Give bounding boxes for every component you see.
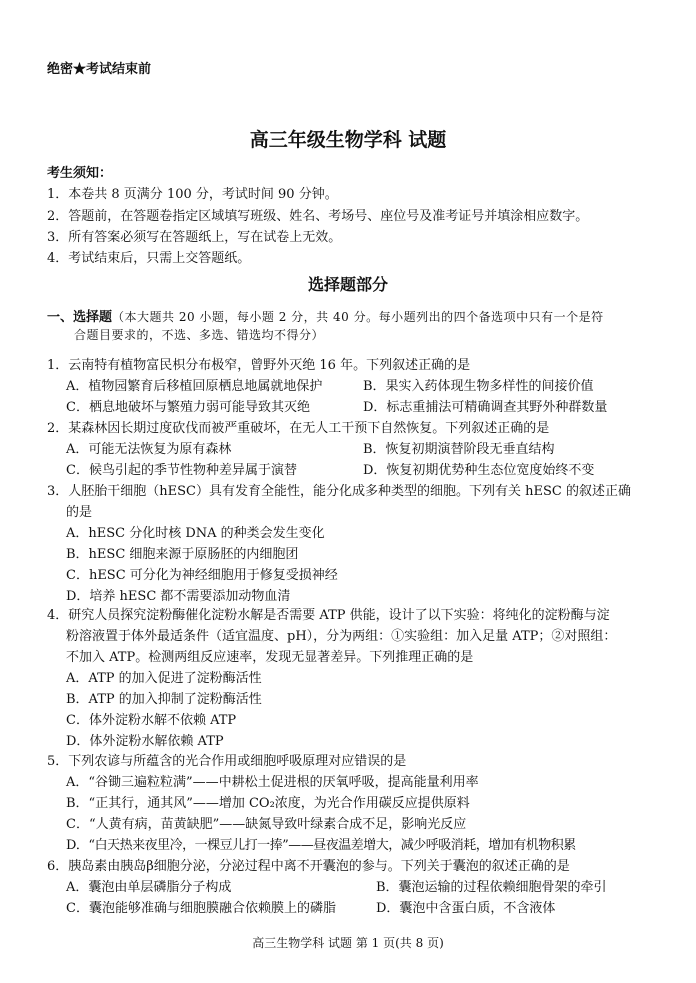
question-stem: 1．云南特有植物富民枳分布极窄，曾野外灭绝 16 年。下列叙述正确的是 [47, 358, 471, 373]
option-a: A．植物园繁育后移植回原栖息地属就地保护 [66, 379, 323, 394]
notice-item: 3．所有答案必须写在答题纸上，写在试卷上无效。 [47, 230, 342, 245]
option-d: D．体外淀粉水解依赖 ATP [66, 734, 224, 749]
option-d: D．囊泡中含蛋白质，不含液体 [376, 901, 556, 916]
option-b: B．ATP 的加入抑制了淀粉酶活性 [66, 692, 262, 707]
question-stem: 5．下列农谚与所蕴含的光合作用或细胞呼吸原理对应错误的是 [47, 754, 407, 769]
option-a: A．ATP 的加入促进了淀粉酶活性 [66, 671, 262, 686]
part-description-cont: 合题目要求的，不选、多选、错选均不得分） [74, 328, 325, 342]
part-description: （本大题共 20 小题，每小题 2 分，共 40 分。每小题列出的四个备选项中只有一个是符 [112, 310, 604, 324]
option-c: C．“人黄有病，苗黄缺肥”——缺氮导致叶绿素合成不足，影响光反应 [66, 817, 467, 832]
part-label: 一、选择题 [47, 310, 113, 325]
option-d: D．标志重捕法可精确调查其野外种群数量 [363, 400, 608, 415]
notice-item: 2．答题前，在答题卷指定区域填写班级、姓名、考场号、座位号及准考证号并填涂相应数字。 [47, 209, 589, 224]
option-c: C．hESC 可分化为神经细胞用于修复受损神经 [66, 568, 338, 583]
option-c: C．体外淀粉水解不依赖 ATP [66, 713, 237, 728]
notice-item: 1．本卷共 8 页满分 100 分，考试时间 90 分钟。 [47, 187, 338, 202]
option-a: A．“谷锄三遍粒粒满”——中耕松土促进根的厌氧呼吸，提高能量利用率 [66, 775, 479, 790]
section-title: 选择题部分 [307, 275, 388, 294]
question-stem: 3．人胚胎干细胞（hESC）具有发育全能性，能分化成多种类型的细胞。下列有关 hESC 的叙述正确 [47, 484, 631, 499]
option-a: A．囊泡由单层磷脂分子构成 [66, 880, 232, 895]
question-stem: 6．胰岛素由胰岛β细胞分泌，分泌过程中离不开囊泡的参与。下列关于囊泡的叙述正确的是 [47, 859, 570, 874]
notice-item: 4．考试结束后，只需上交答题纸。 [47, 251, 251, 266]
notice-title: 考生须知： [47, 166, 113, 181]
page-title: 高三年级生物学科 试题 [249, 129, 447, 151]
part-heading [47, 306, 604, 325]
option-c: C．栖息地破坏与繁殖力弱可能导致其灭绝 [66, 400, 310, 415]
question-stem: 4．研究人员探究淀粉酶催化淀粉水解是否需要 ATP 供能，设计了以下实验：将纯化的淀粉酶与淀 [47, 608, 610, 623]
option-b: B．hESC 细胞来源于原肠胚的内细胞团 [66, 547, 299, 562]
option-d: D．“白天热来夜里冷，一棵豆儿打一捧”——昼夜温差增大，减少呼吸消耗，增加有机物积累 [66, 838, 576, 853]
page-footer: 高三生物学科 试题 第 1 页(共 8 页) [252, 936, 444, 950]
option-d: D．培养 hESC 都不需要添加动物血清 [66, 589, 291, 604]
option-c: C．候鸟引起的季节性物种差异属于演替 [66, 463, 297, 478]
option-b: B．恢复初期演替阶段无垂直结构 [363, 442, 555, 457]
option-b: B．“正其行，通其风”——增加 CO₂浓度，为光合作用碳反应提供原料 [66, 796, 470, 811]
question-stem-cont: 不加入 ATP。检测两组反应速率，发现无显著差异。下列推理正确的是 [66, 650, 474, 665]
confidential-label: 绝密★考试结束前 [47, 62, 152, 77]
question-stem-cont: 粉溶液置于体外最适条件（适宜温度、pH），分为两组：①实验组：加入足量 ATP；②对照组： [66, 629, 617, 644]
option-c: C．囊泡能够准确与细胞膜融合依赖膜上的磷脂 [66, 901, 336, 916]
option-b: B．果实入药体现生物多样性的间接价值 [363, 379, 594, 394]
option-a: A．hESC 分化时核 DNA 的种类会发生变化 [66, 526, 325, 541]
question-stem-cont: 的是 [66, 505, 93, 520]
option-d: D．恢复初期优势种生态位宽度始终不变 [363, 463, 595, 478]
option-a: A．可能无法恢复为原有森林 [66, 442, 232, 457]
option-b: B．囊泡运输的过程依赖细胞骨架的牵引 [376, 880, 607, 895]
question-stem: 2．某森林因长期过度砍伐而被严重破坏，在无人工干预下自然恢复。下列叙述正确的是 [47, 421, 550, 436]
